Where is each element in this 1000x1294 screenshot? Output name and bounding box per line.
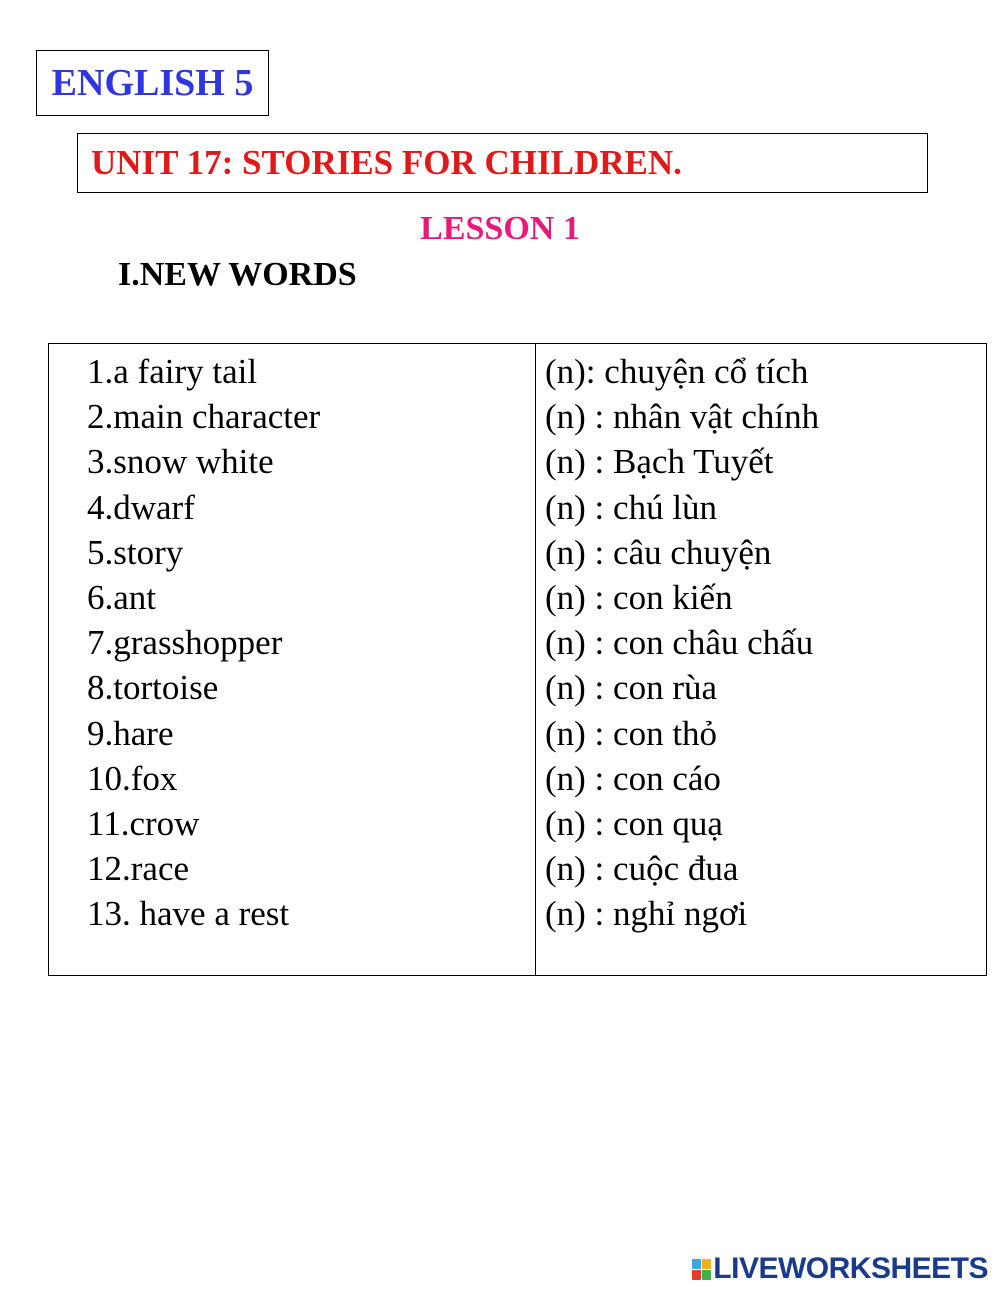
- english-column: [49, 344, 536, 975]
- lesson-heading: LESSON 1: [420, 210, 580, 247]
- vocab-english-word: 9.hare: [87, 713, 174, 753]
- vocab-vietnamese-meaning: (n) : nhân vật chính: [545, 397, 820, 437]
- vocab-vietnamese-meaning: (n) : con cáo: [545, 758, 721, 798]
- unit-title-box: [77, 133, 928, 193]
- vocab-english-word: 4.dwarf: [87, 487, 195, 527]
- vocab-english-word: 10.fox: [87, 758, 178, 798]
- vocab-english-word: 1.a fairy tail: [87, 352, 258, 391]
- liveworksheets-brand: [692, 1252, 988, 1286]
- subject-title-box: [36, 50, 269, 116]
- vocab-vietnamese-meaning: (n) : con quạ: [545, 803, 723, 843]
- vocab-english-word: 5.story: [87, 532, 184, 572]
- vocab-english-word: 6.ant: [87, 577, 157, 617]
- vietnamese-column: [536, 344, 986, 975]
- vocab-vietnamese-meaning: (n) : con thỏ: [545, 713, 718, 753]
- vocab-english-word: 8.tortoise: [87, 668, 219, 708]
- unit-title: UNIT 17: STORIES FOR CHILDREN.: [91, 143, 682, 182]
- vocab-vietnamese-meaning: (n) : con rùa: [545, 668, 718, 708]
- vocab-vietnamese-meaning: (n) : chú lùn: [545, 487, 718, 527]
- vocab-vietnamese-meaning: (n) : câu chuyện: [545, 532, 772, 572]
- vocab-vietnamese-meaning: (n) : con kiến: [545, 577, 733, 617]
- section-heading: I.NEW WORDS: [118, 256, 357, 293]
- vocab-english-word: 2.main character: [87, 397, 321, 437]
- vocab-english-word: 11.crow: [87, 803, 200, 843]
- brand-text: LIVEWORKSHEETS: [713, 1252, 988, 1285]
- vocab-vietnamese-meaning: (n): chuyện cổ tích: [545, 352, 809, 391]
- vocab-vietnamese-meaning: (n) : Bạch Tuyết: [545, 442, 774, 482]
- liveworksheets-logo-icon: [692, 1259, 711, 1280]
- vocab-english-word: 13. have a rest: [87, 894, 290, 934]
- subject-title: ENGLISH 5: [51, 62, 254, 104]
- vocab-english-word: 12.race: [87, 849, 190, 889]
- vocab-vietnamese-meaning: (n) : nghỉ ngơi: [545, 894, 748, 934]
- vocab-english-word: 7.grasshopper: [87, 623, 283, 663]
- vocab-english-word: 3.snow white: [87, 442, 274, 482]
- vocab-vietnamese-meaning: (n) : cuộc đua: [545, 849, 739, 889]
- vocabulary-table: [48, 343, 987, 976]
- vocab-vietnamese-meaning: (n) : con châu chấu: [545, 623, 814, 663]
